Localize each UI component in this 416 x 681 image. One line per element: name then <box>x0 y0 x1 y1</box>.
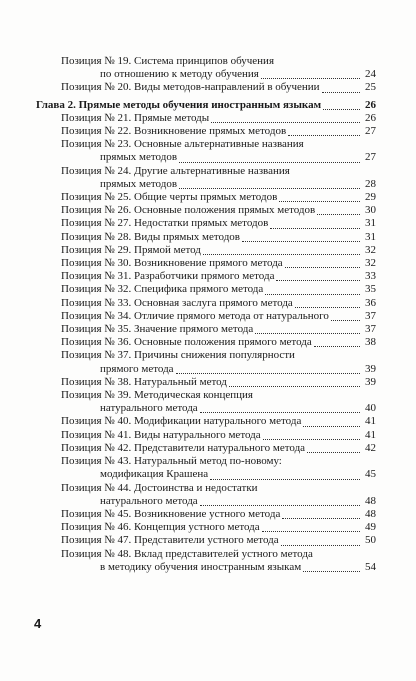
toc-entry-line-with-page <box>36 191 376 204</box>
dot-leader <box>331 320 360 321</box>
dot-leader <box>263 439 360 440</box>
toc-entry-title: Позиция № 29. Прямой метод <box>61 243 201 256</box>
toc-page-number: 33 <box>365 270 376 283</box>
dot-leader <box>229 386 360 387</box>
toc-entry <box>36 415 376 428</box>
toc-entry-title: Позиция № 47. Представители устного метода <box>61 534 279 547</box>
toc-entry <box>36 534 376 547</box>
dot-leader <box>176 373 360 374</box>
toc-page-number: 26 <box>365 111 376 124</box>
toc-entry-line-with-page <box>36 468 376 481</box>
toc-entry <box>36 336 376 349</box>
toc-entry-title: Позиция № 41. Виды натурального метода <box>61 428 261 441</box>
toc-page-number: 32 <box>365 257 376 270</box>
toc-entry-title: Позиция № 30. Возникновение прямого метода <box>61 257 283 270</box>
toc-entry <box>36 55 376 81</box>
toc-entry-line-with-page <box>36 534 376 547</box>
toc-entry <box>36 482 376 508</box>
dot-leader <box>314 346 360 347</box>
toc-entry <box>36 81 376 94</box>
toc-entry <box>36 548 376 574</box>
toc-entry-line <box>36 548 376 561</box>
toc-entry <box>36 349 376 375</box>
toc-page-number: 39 <box>365 362 376 375</box>
toc-entry-line-with-page <box>36 415 376 428</box>
toc-entry-title: Позиция № 39. Методическая концепция <box>61 389 253 402</box>
table-of-contents <box>36 55 376 574</box>
toc-entry-line-with-page <box>36 336 376 349</box>
toc-page-number: 45 <box>365 468 376 481</box>
toc-entry-title: Позиция № 42. Представители натурального метода <box>61 441 306 454</box>
toc-page-number: 27 <box>365 125 376 138</box>
toc-page-number: 54 <box>365 560 376 573</box>
toc-page-number: 29 <box>365 191 376 204</box>
toc-entry <box>36 389 376 415</box>
toc-entry-title: по отношению к методу обучения <box>100 68 259 81</box>
toc-entry-line-with-page <box>36 323 376 336</box>
toc-entry-title: Позиция № 28. Виды прямых методов <box>61 230 240 243</box>
toc-page-number: 37 <box>365 323 376 336</box>
toc-entry <box>36 521 376 534</box>
toc-entry <box>36 204 376 217</box>
toc-page-number: 30 <box>365 204 376 217</box>
dot-leader <box>288 135 360 136</box>
toc-entry-line-with-page <box>36 561 376 574</box>
toc-entry <box>36 257 376 270</box>
dot-leader <box>210 479 360 480</box>
toc-entry <box>36 231 376 244</box>
dot-leader <box>179 162 360 163</box>
toc-chapter-heading <box>36 99 376 112</box>
toc-entry-title: прямого метода <box>100 362 174 375</box>
toc-entry <box>36 283 376 296</box>
toc-entry <box>36 112 376 125</box>
toc-entry-line-with-page <box>36 81 376 94</box>
toc-page-number: 49 <box>365 521 376 534</box>
toc-entry-title: Позиция № 33. Основная заслуга прямого метода <box>61 296 293 309</box>
toc-entry-line-with-page <box>36 442 376 455</box>
toc-entry-title: Позиция № 44. Достоинства и недостатки <box>61 481 258 494</box>
toc-page-number: 27 <box>365 151 376 164</box>
toc-entry-line <box>36 55 376 68</box>
toc-entry <box>36 429 376 442</box>
dot-leader <box>322 92 360 93</box>
toc-entry-title: Позиция № 36. Основные положения прямого метода <box>61 336 312 349</box>
toc-page-number: 41 <box>365 415 376 428</box>
dot-leader <box>317 214 360 215</box>
toc-entry-line-with-page <box>36 178 376 191</box>
toc-entry-title: прямых методов <box>100 177 178 190</box>
toc-entry-line-with-page <box>36 257 376 270</box>
dot-leader <box>282 518 360 519</box>
toc-entry <box>36 376 376 389</box>
toc-entry-title: в методику обучения иностранным языкам <box>100 560 302 573</box>
toc-page-number: 32 <box>365 243 376 256</box>
toc-entry-line <box>36 455 376 468</box>
toc-entry <box>36 217 376 230</box>
toc-page-number: 40 <box>365 402 376 415</box>
dot-leader <box>255 333 360 334</box>
dot-leader <box>261 78 360 79</box>
toc-entry-line <box>36 138 376 151</box>
toc-entry-title: Позиция № 43. Натуральный метод по-новому: <box>61 455 282 468</box>
toc-entry-line-with-page <box>36 125 376 138</box>
toc-entry-title: модификация Крашена <box>100 468 209 481</box>
toc-page-number: 24 <box>365 68 376 81</box>
toc-entry-title: Позиция № 22. Возникновение прямых методов <box>61 125 287 138</box>
toc-entry <box>36 508 376 521</box>
toc-entry <box>36 191 376 204</box>
toc-entry-title: Позиция № 27. Недостатки прямых методов <box>61 217 269 230</box>
toc-entry <box>36 270 376 283</box>
dot-leader <box>270 228 360 229</box>
toc-entry <box>36 165 376 191</box>
toc-entry-line-with-page <box>36 68 376 81</box>
toc-page-number: 42 <box>365 441 376 454</box>
toc-page-number: 38 <box>365 336 376 349</box>
toc-page-number: 31 <box>365 217 376 230</box>
toc-entry-title: Позиция № 25. Общие черты прямых методов <box>61 191 278 204</box>
toc-entry-line-with-page <box>36 495 376 508</box>
toc-entry-line <box>36 165 376 178</box>
toc-page-number: 26 <box>365 98 376 111</box>
dot-leader <box>265 294 360 295</box>
toc-entry <box>36 310 376 323</box>
toc-entry <box>36 455 376 481</box>
dot-leader <box>262 531 360 532</box>
toc-page-number: 50 <box>365 534 376 547</box>
toc-entry-line-with-page <box>36 231 376 244</box>
toc-entry-line <box>36 349 376 362</box>
toc-entry-line-with-page <box>36 376 376 389</box>
toc-entry <box>36 244 376 257</box>
toc-entry-line-with-page <box>36 217 376 230</box>
toc-entry-title: Позиция № 40. Модификации натурального метода <box>61 415 302 428</box>
toc-entry-line-with-page <box>36 297 376 310</box>
toc-page-number: 48 <box>365 507 376 520</box>
toc-entry-line-with-page <box>36 151 376 164</box>
toc-entry-line-with-page <box>36 99 376 112</box>
dot-leader <box>295 307 360 308</box>
page-number: 4 <box>34 616 42 631</box>
toc-entry-title: Позиция № 31. Разработчики прямого метода <box>61 270 275 283</box>
toc-entry <box>36 442 376 455</box>
toc-entry-title: Позиция № 35. Значение прямого метода <box>61 323 254 336</box>
toc-entry-title: Глава 2. Прямые методы обучения иностранным языкам <box>36 98 322 111</box>
toc-page-number: 39 <box>365 375 376 388</box>
toc-entry-line-with-page <box>36 204 376 217</box>
toc-entry <box>36 323 376 336</box>
toc-entry-line-with-page <box>36 508 376 521</box>
toc-entry-title: прямых методов <box>100 151 178 164</box>
toc-page-number: 37 <box>365 309 376 322</box>
dot-leader <box>276 280 360 281</box>
toc-page-number: 28 <box>365 177 376 190</box>
dot-leader <box>281 545 360 546</box>
toc-entry-title: Позиция № 48. Вклад представителей устного метода <box>61 547 313 560</box>
toc-entry-title: Позиция № 46. Концепция устного метода <box>61 521 260 534</box>
toc-entry-line-with-page <box>36 112 376 125</box>
toc-entry-title: Позиция № 34. Отличие прямого метода от натурального <box>61 309 329 322</box>
toc-entry-title: Позиция № 32. Специфика прямого метода <box>61 283 264 296</box>
toc-entry-title: Позиция № 20. Виды методов-направлений в обучении <box>61 81 320 94</box>
dot-leader <box>200 412 360 413</box>
dot-leader <box>203 254 360 255</box>
toc-entry-title: Позиция № 24. Другие альтернативные названия <box>61 164 290 177</box>
toc-entry-line-with-page <box>36 363 376 376</box>
dot-leader <box>179 188 360 189</box>
toc-entry-title: Позиция № 21. Прямые методы <box>61 111 210 124</box>
toc-entry-title: Позиция № 38. Натуральный метод <box>61 375 227 388</box>
toc-entry-title: натурального метода <box>100 494 198 507</box>
toc-entry-line-with-page <box>36 310 376 323</box>
dot-leader <box>279 201 360 202</box>
dot-leader <box>285 267 360 268</box>
toc-entry-line-with-page <box>36 429 376 442</box>
dot-leader <box>323 109 360 110</box>
dot-leader <box>303 571 360 572</box>
toc-page-number: 35 <box>365 283 376 296</box>
toc-entry-title: натурального метода <box>100 402 198 415</box>
toc-page-number: 36 <box>365 296 376 309</box>
toc-entry-line-with-page <box>36 521 376 534</box>
toc-entry-line <box>36 482 376 495</box>
dot-leader <box>242 241 360 242</box>
dot-leader <box>200 505 360 506</box>
toc-entry-title: Позиция № 23. Основные альтернативные названия <box>61 138 304 151</box>
toc-entry-title: Позиция № 45. Возникновение устного метода <box>61 507 281 520</box>
toc-entry <box>36 138 376 164</box>
dot-leader <box>211 122 360 123</box>
dot-leader <box>307 452 360 453</box>
dot-leader <box>303 426 360 427</box>
toc-entry-line-with-page <box>36 283 376 296</box>
toc-entry <box>36 125 376 138</box>
toc-page-number: 41 <box>365 428 376 441</box>
toc-entry <box>36 297 376 310</box>
toc-entry-line-with-page <box>36 270 376 283</box>
toc-entry-line-with-page <box>36 402 376 415</box>
toc-entry-title: Позиция № 26. Основные положения прямых методов <box>61 204 316 217</box>
toc-entry-line <box>36 389 376 402</box>
toc-page-number: 31 <box>365 230 376 243</box>
toc-entry-title: Позиция № 19. Система принципов обучения <box>61 55 275 67</box>
toc-page-number: 48 <box>365 494 376 507</box>
toc-entry-line-with-page <box>36 244 376 257</box>
toc-entry-title: Позиция № 37. Причины снижения популярности <box>61 349 295 362</box>
toc-page-number: 25 <box>365 81 376 94</box>
